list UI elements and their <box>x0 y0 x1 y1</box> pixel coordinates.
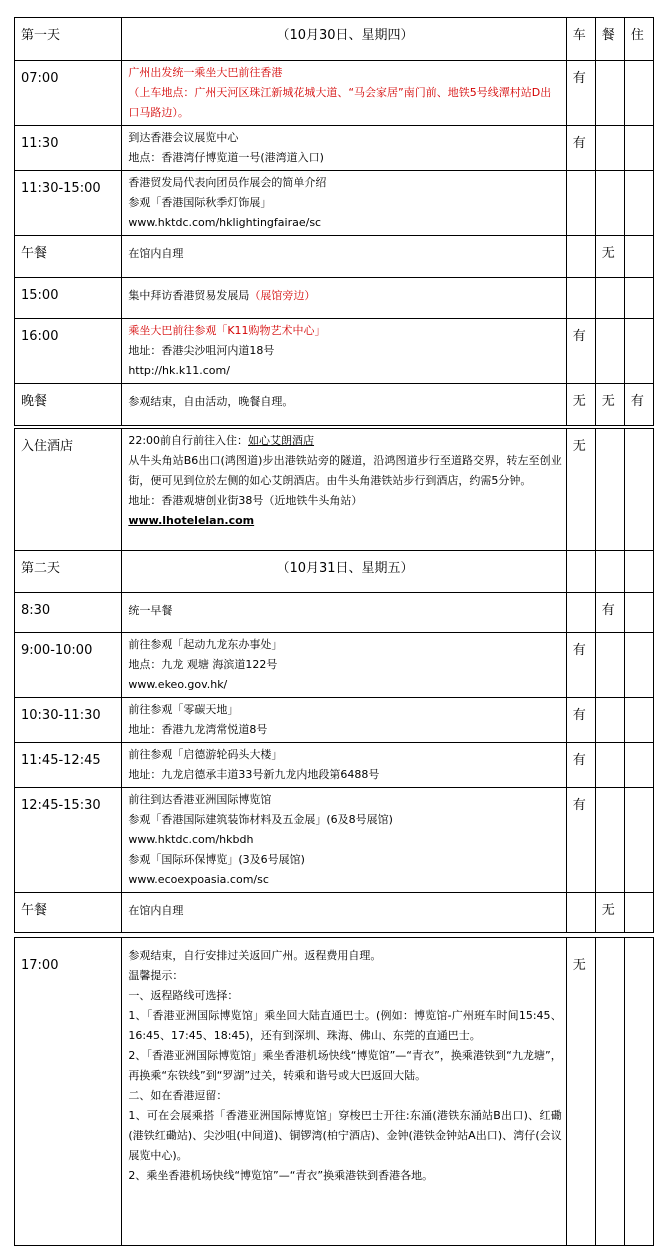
table-row <box>15 278 654 319</box>
desc-line: 地址：香港尖沙咀河内道18号 <box>128 344 275 357</box>
desc-line: 到达香港会议展览中心 <box>128 131 239 144</box>
stay-cell: 有 <box>624 384 653 426</box>
desc-line: 2、乘坐香港机场快线“博览馆”—“青衣”换乘港铁到香港各地。 <box>128 1169 434 1182</box>
stay-cell <box>624 429 653 551</box>
table-row <box>15 698 654 743</box>
day1-header-row <box>15 18 654 61</box>
row-desc <box>122 633 566 698</box>
day-label: 第一天 <box>15 18 122 61</box>
desc-line: 前往参观「零碳天地」 <box>128 703 239 716</box>
row-time: 9:00-10:00 <box>15 633 122 698</box>
stay-cell <box>624 788 653 893</box>
stay-cell <box>624 593 653 633</box>
meal-cell <box>595 698 624 743</box>
row-desc <box>122 278 566 319</box>
meal-cell <box>595 278 624 319</box>
table-row <box>15 788 654 893</box>
hotel-name[interactable]: 如心艾朗酒店 <box>248 434 315 447</box>
desc-line: 1、可在会展乘搭「香港亚洲国际博览馆」穿梭巴士开往:东涌(港铁东涌站B出口)、红磡(港铁红磡站)、尖沙咀(中间道)、铜锣湾(柏宁酒店)、金钟(港铁金钟站A出口)、湾仔(会议展览中心)。 <box>128 1109 562 1162</box>
row-desc <box>122 788 566 893</box>
meal-cell <box>595 551 624 593</box>
day2-table <box>14 428 654 933</box>
row-desc <box>122 743 566 788</box>
row-time: 17:00 <box>15 938 122 1246</box>
desc-text: 22:00前自行前往入住： <box>128 434 249 447</box>
desc-note: （展馆旁边） <box>249 289 316 302</box>
car-cell: 无 <box>566 938 595 1246</box>
table-row <box>15 893 654 933</box>
table-row <box>15 633 654 698</box>
car-cell: 有 <box>566 126 595 171</box>
stay-cell <box>624 278 653 319</box>
car-cell: 有 <box>566 698 595 743</box>
desc-line: 一、返程路线可选择： <box>128 989 239 1002</box>
car-cell: 有 <box>566 788 595 893</box>
table-row <box>15 384 654 426</box>
row-time: 11:45-12:45 <box>15 743 122 788</box>
stay-cell <box>624 698 653 743</box>
car-cell <box>566 893 595 933</box>
desc-line: www.ekeo.gov.hk/ <box>128 678 228 691</box>
desc-line: 地址：九龙启德承丰道33号新九龙内地段第6488号 <box>128 768 380 781</box>
desc-line: www.hktdc.com/hkbdh <box>128 833 254 846</box>
meal-cell <box>595 171 624 236</box>
row-desc <box>122 171 566 236</box>
desc-line: 从牛头角站B6出口(鸿图道)步出港铁站旁的隧道，沿鸿图道步行至道路交界，转左至创业街，便可见到位於左侧的如心艾朗酒店。由牛头角港铁站步行到酒店，约需5分钟。 <box>128 454 562 487</box>
meal-cell <box>595 319 624 384</box>
stay-cell <box>624 893 653 933</box>
desc-line: 地点：九龙 观塘 海滨道122号 <box>128 658 278 671</box>
desc-line: 参观结束，自由活动，晚餐自理。 <box>128 395 294 408</box>
stay-cell <box>624 633 653 698</box>
row-time: 午餐 <box>15 893 122 933</box>
car-cell <box>566 171 595 236</box>
desc-line: 二、如在香港逗留： <box>128 1089 228 1102</box>
desc-line: www.ecoexpoasia.com/sc <box>128 873 269 886</box>
meal-cell: 无 <box>595 893 624 933</box>
stay-cell <box>624 61 653 126</box>
day1-table <box>14 17 654 426</box>
row-time: 午餐 <box>15 236 122 278</box>
stay-cell <box>624 126 653 171</box>
desc-line: 地址：香港九龙湾常悦道8号 <box>128 723 268 736</box>
row-time: 入住酒店 <box>15 429 122 551</box>
meal-cell <box>595 429 624 551</box>
day-date: （10月30日、星期四） <box>122 18 566 61</box>
desc-line: 前往参观「起动九龙东办事处」 <box>128 638 283 651</box>
car-cell <box>566 278 595 319</box>
row-desc <box>122 319 566 384</box>
stay-cell <box>624 236 653 278</box>
meal-cell <box>595 126 624 171</box>
table-row <box>15 126 654 171</box>
desc-line: 香港贸发局代表向团员作展会的简单介绍 <box>128 176 327 189</box>
desc-line: 参观结束，自行安排过关返回广州。返程费用自理。 <box>128 949 382 962</box>
car-cell: 有 <box>566 633 595 698</box>
meal-cell: 无 <box>595 236 624 278</box>
car-cell <box>566 236 595 278</box>
row-desc <box>122 698 566 743</box>
stay-cell <box>624 551 653 593</box>
stay-cell <box>624 743 653 788</box>
desc-line: 统一早餐 <box>128 604 173 617</box>
hotel-link[interactable]: www.lhotelelan.com <box>128 514 255 527</box>
car-cell: 无 <box>566 429 595 551</box>
car-cell: 无 <box>566 384 595 426</box>
row-time: 晚餐 <box>15 384 122 426</box>
row-time: 12:45-15:30 <box>15 788 122 893</box>
day2-header-row <box>15 551 654 593</box>
desc-line: 2、「香港亚洲国际博览馆」乘坐香港机场快线“博览馆”—“青衣”，换乘港铁到“九龙塘”，再换乘“东铁线”到“罗湖”过关，转乘和谐号或大巴返回大陆。 <box>128 1049 562 1082</box>
desc-line: 温馨提示： <box>128 969 184 982</box>
desc-line: 乘坐大巴前往参观「K11购物艺术中心」 <box>128 324 326 337</box>
desc-line: 参观「香港国际秋季灯饰展」 <box>128 196 272 209</box>
meal-cell <box>595 788 624 893</box>
meal-cell <box>595 938 624 1246</box>
table-row <box>15 593 654 633</box>
desc-line: 参观「香港国际建筑装饰材料及五金展」(6及8号展馆) <box>128 813 393 826</box>
day-date: （10月31日、星期五） <box>122 551 566 593</box>
desc-line: www.hktdc.com/hklightingfairae/sc <box>128 216 322 229</box>
table-row <box>15 171 654 236</box>
desc-line: 广州出发统一乘坐大巴前往香港 <box>128 66 283 79</box>
day-label: 第二天 <box>15 551 122 593</box>
desc-line: 地址：香港观塘创业街38号（近地铁牛头角站） <box>128 494 363 507</box>
col-stay: 住 <box>624 18 653 61</box>
row-desc <box>122 938 566 1246</box>
row-time: 15:00 <box>15 278 122 319</box>
desc-line: 参观「国际环保博览」(3及6号展馆) <box>128 853 305 866</box>
meal-cell <box>595 61 624 126</box>
desc-line: 在馆内自理 <box>128 247 184 260</box>
row-time: 11:30 <box>15 126 122 171</box>
table-row <box>15 743 654 788</box>
table-row <box>15 319 654 384</box>
car-cell: 有 <box>566 743 595 788</box>
row-desc <box>122 893 566 933</box>
row-desc <box>122 429 566 551</box>
table-row <box>15 938 654 1246</box>
row-desc <box>122 384 566 426</box>
desc-line: 1、「香港亚洲国际博览馆」乘坐回大陆直通巴士。(例如：博览馆-广州班车时间15:45、16:45、17:45、18:45)，还有到深圳、珠海、佛山、东莞的直通巴士。 <box>128 1009 562 1042</box>
row-time: 10:30-11:30 <box>15 698 122 743</box>
stay-cell <box>624 319 653 384</box>
meal-cell <box>595 743 624 788</box>
row-desc <box>122 236 566 278</box>
car-cell <box>566 551 595 593</box>
meal-cell: 无 <box>595 384 624 426</box>
meal-cell: 有 <box>595 593 624 633</box>
car-cell: 有 <box>566 319 595 384</box>
desc-line: 前往参观「启德游轮码头大楼」 <box>128 748 283 761</box>
row-desc <box>122 593 566 633</box>
row-desc <box>122 61 566 126</box>
car-cell <box>566 593 595 633</box>
desc-line: http://hk.k11.com/ <box>128 364 230 377</box>
table-row <box>15 236 654 278</box>
car-cell: 有 <box>566 61 595 126</box>
meal-cell <box>595 633 624 698</box>
row-time: 07:00 <box>15 61 122 126</box>
desc-line: 前往到达香港亚洲国际博览馆 <box>128 793 272 806</box>
final-table <box>14 937 654 1246</box>
table-row <box>15 61 654 126</box>
stay-cell <box>624 938 653 1246</box>
hotel-row <box>15 429 654 551</box>
col-meal: 餐 <box>595 18 624 61</box>
stay-cell <box>624 171 653 236</box>
row-desc <box>122 126 566 171</box>
desc-line: 地点：香港湾仔博览道一号(港湾道入口) <box>128 151 324 164</box>
row-time: 16:00 <box>15 319 122 384</box>
desc-line: （上车地点：广州天河区珠江新城花城大道、“马会家居”南门前、地铁5号线潭村站D出口马路边）。 <box>128 86 552 119</box>
row-time: 11:30-15:00 <box>15 171 122 236</box>
row-time: 8:30 <box>15 593 122 633</box>
desc-line: 在馆内自理 <box>128 904 184 917</box>
col-car: 车 <box>566 18 595 61</box>
desc-text: 集中拜访香港贸易发展局 <box>128 289 250 302</box>
